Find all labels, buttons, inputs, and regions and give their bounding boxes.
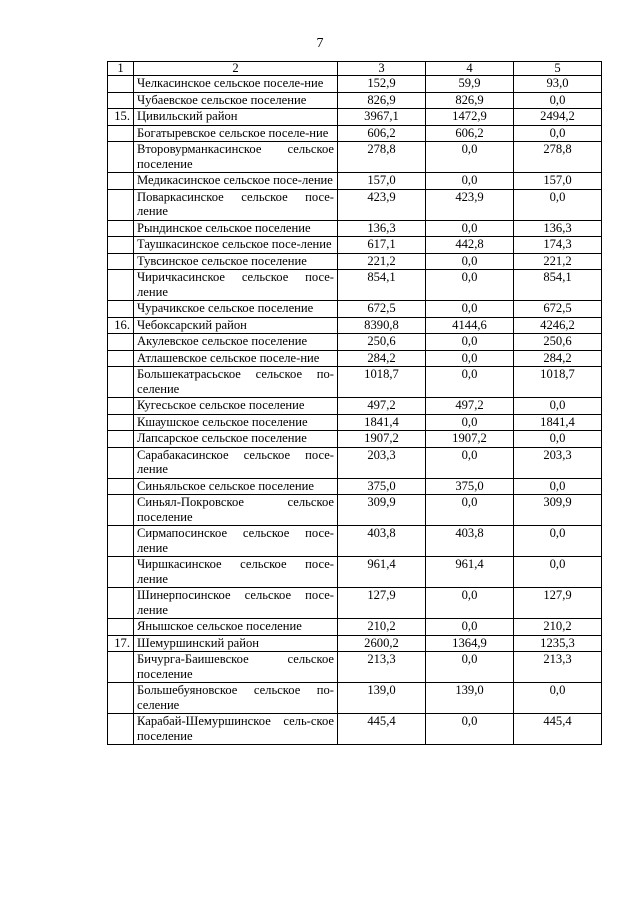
value-col4-cell: 0,0: [426, 619, 514, 636]
settlement-name-cell: Таушкасинское сельское посе-ление: [134, 237, 338, 254]
value-col5-cell: 672,5: [514, 301, 602, 318]
value-col5-cell: 203,3: [514, 447, 602, 478]
value-col4-cell: 0,0: [426, 253, 514, 270]
value-col5-cell: 1018,7: [514, 367, 602, 398]
table-row: [108, 526, 602, 557]
value-col5-cell: 4246,2: [514, 317, 602, 334]
value-col5-cell: 127,9: [514, 588, 602, 619]
page-number: 7: [316, 36, 324, 51]
settlement-name-cell: Кугесьское сельское поселение: [134, 398, 338, 415]
row-number-cell: [108, 125, 134, 142]
row-number-cell: [108, 220, 134, 237]
value-col3-cell: 8390,8: [338, 317, 426, 334]
value-col5-cell: 278,8: [514, 142, 602, 173]
value-col4-cell: 423,9: [426, 189, 514, 220]
table-row: [108, 431, 602, 448]
table-row: [108, 478, 602, 495]
value-col3-cell: 854,1: [338, 270, 426, 301]
row-number-cell: [108, 142, 134, 173]
value-col5-cell: 309,9: [514, 495, 602, 526]
value-col5-cell: 213,3: [514, 652, 602, 683]
value-col3-cell: 606,2: [338, 125, 426, 142]
value-col4-cell: 0,0: [426, 142, 514, 173]
table-row: [108, 142, 602, 173]
row-number-cell: [108, 588, 134, 619]
settlement-name-cell: Кшаушское сельское поселение: [134, 414, 338, 431]
value-col4-cell: 0,0: [426, 447, 514, 478]
value-col3-cell: 826,9: [338, 92, 426, 109]
value-col5-cell: 284,2: [514, 350, 602, 367]
table-row: [108, 317, 602, 334]
value-col3-cell: 423,9: [338, 189, 426, 220]
value-col3-cell: 672,5: [338, 301, 426, 318]
settlement-name-cell: Шинерпосинское сельское посе-ление: [134, 588, 338, 619]
value-col3-cell: 1841,4: [338, 414, 426, 431]
value-col5-cell: 210,2: [514, 619, 602, 636]
table-row: [108, 220, 602, 237]
value-col5-cell: 854,1: [514, 270, 602, 301]
settlement-name-cell: Большебуяновское сельское по-селение: [134, 683, 338, 714]
value-col5-cell: 0,0: [514, 431, 602, 448]
row-number-cell: [108, 495, 134, 526]
settlement-name-cell: Шемуршинский район: [134, 635, 338, 652]
row-number-cell: [108, 92, 134, 109]
value-col3-cell: 210,2: [338, 619, 426, 636]
row-number-cell: 17.: [108, 635, 134, 652]
table-row: [108, 237, 602, 254]
table-row: [108, 350, 602, 367]
value-col3-cell: 1018,7: [338, 367, 426, 398]
table-row: [108, 495, 602, 526]
table-row: [108, 189, 602, 220]
value-col4-cell: 0,0: [426, 495, 514, 526]
row-number-cell: [108, 619, 134, 636]
settlement-name-cell: Сирмапосинское сельское посе-ление: [134, 526, 338, 557]
value-col5-cell: 250,6: [514, 334, 602, 351]
value-col4-cell: 0,0: [426, 588, 514, 619]
value-col4-cell: 4144,6: [426, 317, 514, 334]
value-col3-cell: 250,6: [338, 334, 426, 351]
value-col4-cell: 0,0: [426, 367, 514, 398]
value-col4-cell: 961,4: [426, 557, 514, 588]
table-row: [108, 714, 602, 745]
header-row: [108, 62, 602, 76]
settlement-name-cell: Богатыревское сельское поселе-ние: [134, 125, 338, 142]
table-row: [108, 125, 602, 142]
row-number-cell: [108, 270, 134, 301]
settlement-name-cell: Чиричкасинское сельское посе-ление: [134, 270, 338, 301]
table-row: [108, 173, 602, 190]
settlement-name-cell: Медикасинское сельское посе-ление: [134, 173, 338, 190]
value-col3-cell: 278,8: [338, 142, 426, 173]
settlement-name-cell: Чурачикское сельское поселение: [134, 301, 338, 318]
header-cell-3: 3: [338, 62, 426, 76]
table-row: [108, 414, 602, 431]
value-col5-cell: 157,0: [514, 173, 602, 190]
table-row: [108, 92, 602, 109]
settlement-name-cell: Чебоксарский район: [134, 317, 338, 334]
table-row: [108, 301, 602, 318]
value-col4-cell: 1472,9: [426, 109, 514, 126]
row-number-cell: [108, 334, 134, 351]
value-col5-cell: 0,0: [514, 557, 602, 588]
value-col5-cell: 1235,3: [514, 635, 602, 652]
settlement-name-cell: Поваркасинское сельское посе-ление: [134, 189, 338, 220]
value-col5-cell: 93,0: [514, 76, 602, 93]
data-table: [107, 61, 602, 745]
row-number-cell: 15.: [108, 109, 134, 126]
row-number-cell: [108, 350, 134, 367]
header-cell-1: 1: [108, 62, 134, 76]
table-row: [108, 334, 602, 351]
settlement-name-cell: Чубаевское сельское поселение: [134, 92, 338, 109]
value-col5-cell: 0,0: [514, 683, 602, 714]
row-number-cell: [108, 237, 134, 254]
table-row: [108, 447, 602, 478]
row-number-cell: [108, 76, 134, 93]
settlement-name-cell: Акулевское сельское поселение: [134, 334, 338, 351]
value-col5-cell: 0,0: [514, 398, 602, 415]
value-col5-cell: 0,0: [514, 189, 602, 220]
value-col5-cell: 0,0: [514, 125, 602, 142]
settlement-name-cell: Тувсинское сельское поселение: [134, 253, 338, 270]
settlement-name-cell: Атлашевское сельское поселе-ние: [134, 350, 338, 367]
row-number-cell: [108, 398, 134, 415]
table-row: [108, 253, 602, 270]
value-col4-cell: 826,9: [426, 92, 514, 109]
value-col4-cell: 0,0: [426, 220, 514, 237]
table-row: [108, 635, 602, 652]
value-col3-cell: 136,3: [338, 220, 426, 237]
settlement-name-cell: Лапсарское сельское поселение: [134, 431, 338, 448]
value-col3-cell: 445,4: [338, 714, 426, 745]
value-col4-cell: 0,0: [426, 714, 514, 745]
value-col5-cell: 0,0: [514, 478, 602, 495]
settlement-name-cell: Второвурманкасинское сельское поселение: [134, 142, 338, 173]
settlement-name-cell: Большекатрасьское сельское по-селение: [134, 367, 338, 398]
value-col5-cell: 2494,2: [514, 109, 602, 126]
value-col3-cell: 375,0: [338, 478, 426, 495]
settlement-name-cell: Сарабакасинское сельское посе-ление: [134, 447, 338, 478]
value-col4-cell: 375,0: [426, 478, 514, 495]
row-number-cell: [108, 478, 134, 495]
value-col4-cell: 0,0: [426, 652, 514, 683]
row-number-cell: [108, 173, 134, 190]
value-col3-cell: 3967,1: [338, 109, 426, 126]
value-col4-cell: 0,0: [426, 350, 514, 367]
value-col3-cell: 403,8: [338, 526, 426, 557]
value-col3-cell: 617,1: [338, 237, 426, 254]
value-col4-cell: 0,0: [426, 334, 514, 351]
value-col5-cell: 0,0: [514, 92, 602, 109]
value-col3-cell: 203,3: [338, 447, 426, 478]
value-col3-cell: 961,4: [338, 557, 426, 588]
value-col4-cell: 606,2: [426, 125, 514, 142]
value-col5-cell: 174,3: [514, 237, 602, 254]
row-number-cell: [108, 414, 134, 431]
value-col3-cell: 284,2: [338, 350, 426, 367]
value-col4-cell: 442,8: [426, 237, 514, 254]
value-col5-cell: 445,4: [514, 714, 602, 745]
row-number-cell: [108, 189, 134, 220]
header-cell-2: 2: [134, 62, 338, 76]
table-row: [108, 398, 602, 415]
table-row: [108, 367, 602, 398]
table-row: [108, 619, 602, 636]
row-number-cell: [108, 526, 134, 557]
value-col4-cell: 403,8: [426, 526, 514, 557]
value-col3-cell: 1907,2: [338, 431, 426, 448]
settlement-name-cell: Чиршкасинское сельское посе-ление: [134, 557, 338, 588]
value-col4-cell: 0,0: [426, 173, 514, 190]
header-cell-4: 4: [426, 62, 514, 76]
value-col3-cell: 139,0: [338, 683, 426, 714]
row-number-cell: [108, 301, 134, 318]
settlement-name-cell: Синьяльское сельское поселение: [134, 478, 338, 495]
value-col4-cell: 0,0: [426, 301, 514, 318]
row-number-cell: [108, 253, 134, 270]
row-number-cell: [108, 683, 134, 714]
row-number-cell: [108, 652, 134, 683]
table-row: [108, 557, 602, 588]
value-col4-cell: 0,0: [426, 270, 514, 301]
settlement-name-cell: Карабай-Шемуршинское сель-ское поселение: [134, 714, 338, 745]
table-row: [108, 652, 602, 683]
value-col4-cell: 1907,2: [426, 431, 514, 448]
value-col3-cell: 2600,2: [338, 635, 426, 652]
value-col4-cell: 0,0: [426, 414, 514, 431]
row-number-cell: [108, 557, 134, 588]
table-row: [108, 109, 602, 126]
value-col3-cell: 157,0: [338, 173, 426, 190]
value-col3-cell: 127,9: [338, 588, 426, 619]
settlement-name-cell: Рындинское сельское поселение: [134, 220, 338, 237]
value-col3-cell: 497,2: [338, 398, 426, 415]
table-body: [108, 76, 602, 745]
settlement-name-cell: Синьял-Покровское сельское поселение: [134, 495, 338, 526]
row-number-cell: [108, 714, 134, 745]
value-col5-cell: 136,3: [514, 220, 602, 237]
value-col4-cell: 497,2: [426, 398, 514, 415]
row-number-cell: [108, 367, 134, 398]
row-number-cell: 16.: [108, 317, 134, 334]
settlement-name-cell: Бичурга-Баишевское сельское поселение: [134, 652, 338, 683]
table-row: [108, 270, 602, 301]
value-col3-cell: 152,9: [338, 76, 426, 93]
value-col3-cell: 309,9: [338, 495, 426, 526]
settlement-name-cell: Янышское сельское поселение: [134, 619, 338, 636]
settlement-name-cell: Челкасинское сельское поселе-ние: [134, 76, 338, 93]
table-row: [108, 683, 602, 714]
value-col3-cell: 221,2: [338, 253, 426, 270]
value-col5-cell: 1841,4: [514, 414, 602, 431]
table-row: [108, 76, 602, 93]
value-col4-cell: 139,0: [426, 683, 514, 714]
header-cell-5: 5: [514, 62, 602, 76]
row-number-cell: [108, 431, 134, 448]
value-col3-cell: 213,3: [338, 652, 426, 683]
row-number-cell: [108, 447, 134, 478]
value-col4-cell: 59,9: [426, 76, 514, 93]
value-col4-cell: 1364,9: [426, 635, 514, 652]
value-col5-cell: 221,2: [514, 253, 602, 270]
table-row: [108, 588, 602, 619]
settlement-name-cell: Цивильский район: [134, 109, 338, 126]
value-col5-cell: 0,0: [514, 526, 602, 557]
